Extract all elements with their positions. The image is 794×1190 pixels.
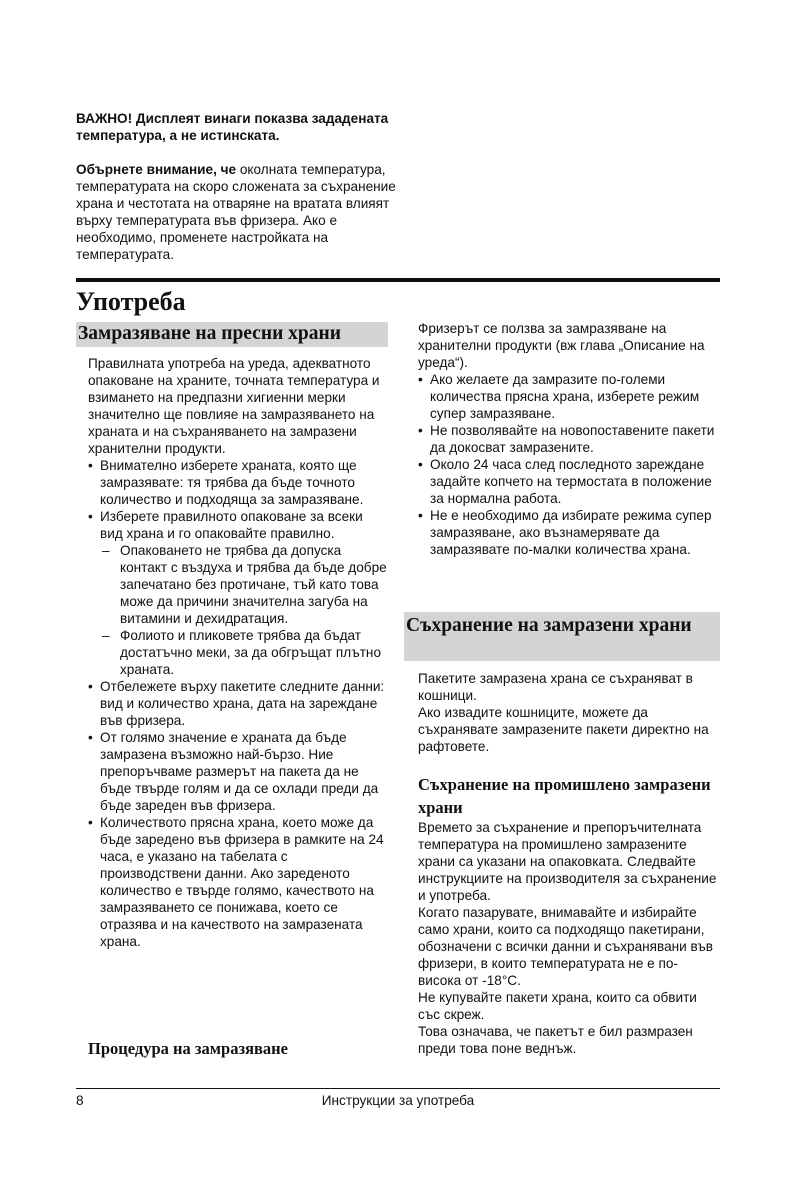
fresh-food-list (88, 457, 388, 950)
attention-text: околната температура, температурата на скоро сложената за съхранение храна и честотата на отваряне на вратата влияят върху температурата във фризера. Ако е необходимо, променете настройката на температурата. (76, 162, 396, 262)
page-number: 8 (76, 1093, 84, 1108)
footer-title: Инструкции за употреба (321, 1093, 475, 1108)
stored-food-p4: Когато пазарувате, внимавайте и избирайте само храни, които са подходящо пакетирани, обозначени с всички данни и съхранявани във фризери, в които температурата не е по-висока от -18°C. (418, 905, 714, 988)
top-note (76, 110, 396, 263)
list-item: • Не позволявайте на новопоставените пакети да докосват замразените. (418, 422, 720, 456)
sub-list-item: – Фолиото и пликовете трябва да бъдат достатъчно меки, за да обгръщат плътно храната. (100, 627, 388, 678)
left-column (88, 355, 388, 950)
stored-food-p5: Не купувайте пакети храна, които са обвити със скреж. (418, 990, 697, 1022)
sub-heading-industrial-frozen: Съхранение на промишлено замразени храни (418, 775, 711, 817)
stored-food-body (418, 670, 720, 1057)
sub-list-item: – Опаковането не трябва да допуска контакт с въздуха и трябва да бъде добре запечатано без протичане, тъй като това може да причини значителна загуба на витамини и дехидратация. (100, 542, 388, 627)
packaging-sublist (100, 542, 388, 678)
list-item: • Отбележете върху пакетите следните данни: вид и количество храна, дата на зареждане във фризера. (88, 678, 388, 729)
stored-food-p1: Пакетите замразена храна се съхраняват в кошници. (418, 671, 693, 703)
freezer-intro: Фризерът се ползва за замразяване на хранителни продукти (вж глава „Описание на уреда“). (418, 321, 705, 370)
stored-food-p3: Времето за съхранение и препоръчителната температура на промишлено замразените храни са указани на опаковката. Следвайте инструкциите на производителя за съхранение и употреба. (418, 820, 717, 903)
list-item: • Не е необходимо да избирате режима супер замразяване, ако възнамерявате да замразявате по-малки количества храна. (418, 507, 720, 558)
freezing-tips-list (418, 371, 720, 558)
list-item: • Около 24 часа след последното зареждане задайте копчето на термостата в положение за нормална работа. (418, 456, 720, 507)
section-heading-fresh-food: Замразяване на пресни храни (76, 322, 388, 347)
fresh-food-intro: Правилната употреба на уреда, адекватното опаковане на храните, точната температура и взимането на предпазни хигиенни мерки значително ще повлияе на замразяването на храната и на съхраняването на замразени хранителни продукти. (88, 356, 380, 456)
list-item (88, 508, 388, 678)
list-item-text: Изберете правилното опаковане за всеки вид храна и го опаковайте правилно. (100, 509, 363, 541)
footer-rule (76, 1088, 720, 1089)
list-item: • От голямо значение е храната да бъде замразена възможно най-бързо. Ние препоръчваме размерът на пакета да не бъде твърде голям и да се охлади преди да бъде зареден във фризера. (88, 729, 388, 814)
attention-note (76, 161, 396, 263)
top-rule (76, 278, 720, 282)
list-item: • Ако желаете да замразите по-големи количества прясна храна, изберете режим супер замразяване. (418, 371, 720, 422)
section-heading-stored-food: Съхранение на замразени храни (404, 612, 720, 661)
procedure-heading: Процедура на замразяване (88, 1039, 288, 1058)
stored-food-p2: Ако извадите кошниците, можете да съхранявате замразените пакети директно на рафтовете. (418, 705, 709, 754)
stored-food-p6: Това означава, че пакетът е бил размразен преди това поне веднъж. (418, 1024, 693, 1056)
important-note: ВАЖНО! Дисплеят винаги показва зададената температура, а не истинската. (76, 111, 389, 143)
list-item: • Внимателно изберете храната, която ще замразявате: тя трябва да бъде точното количество и подходяща за замразяване. (88, 457, 388, 508)
list-item: • Количеството прясна храна, което може да бъде заредено във фризера в рамките на 24 часа, е указано на табелата с производствени данни. Ако зареденото количество е твърде голямо, качеството на замразяването се понижава, което се отразява и на качеството на замразената храна. (88, 814, 388, 950)
page-title: Употреба (76, 287, 186, 316)
attention-lead: Обърнете внимание, че (76, 162, 237, 177)
right-column (418, 320, 720, 558)
